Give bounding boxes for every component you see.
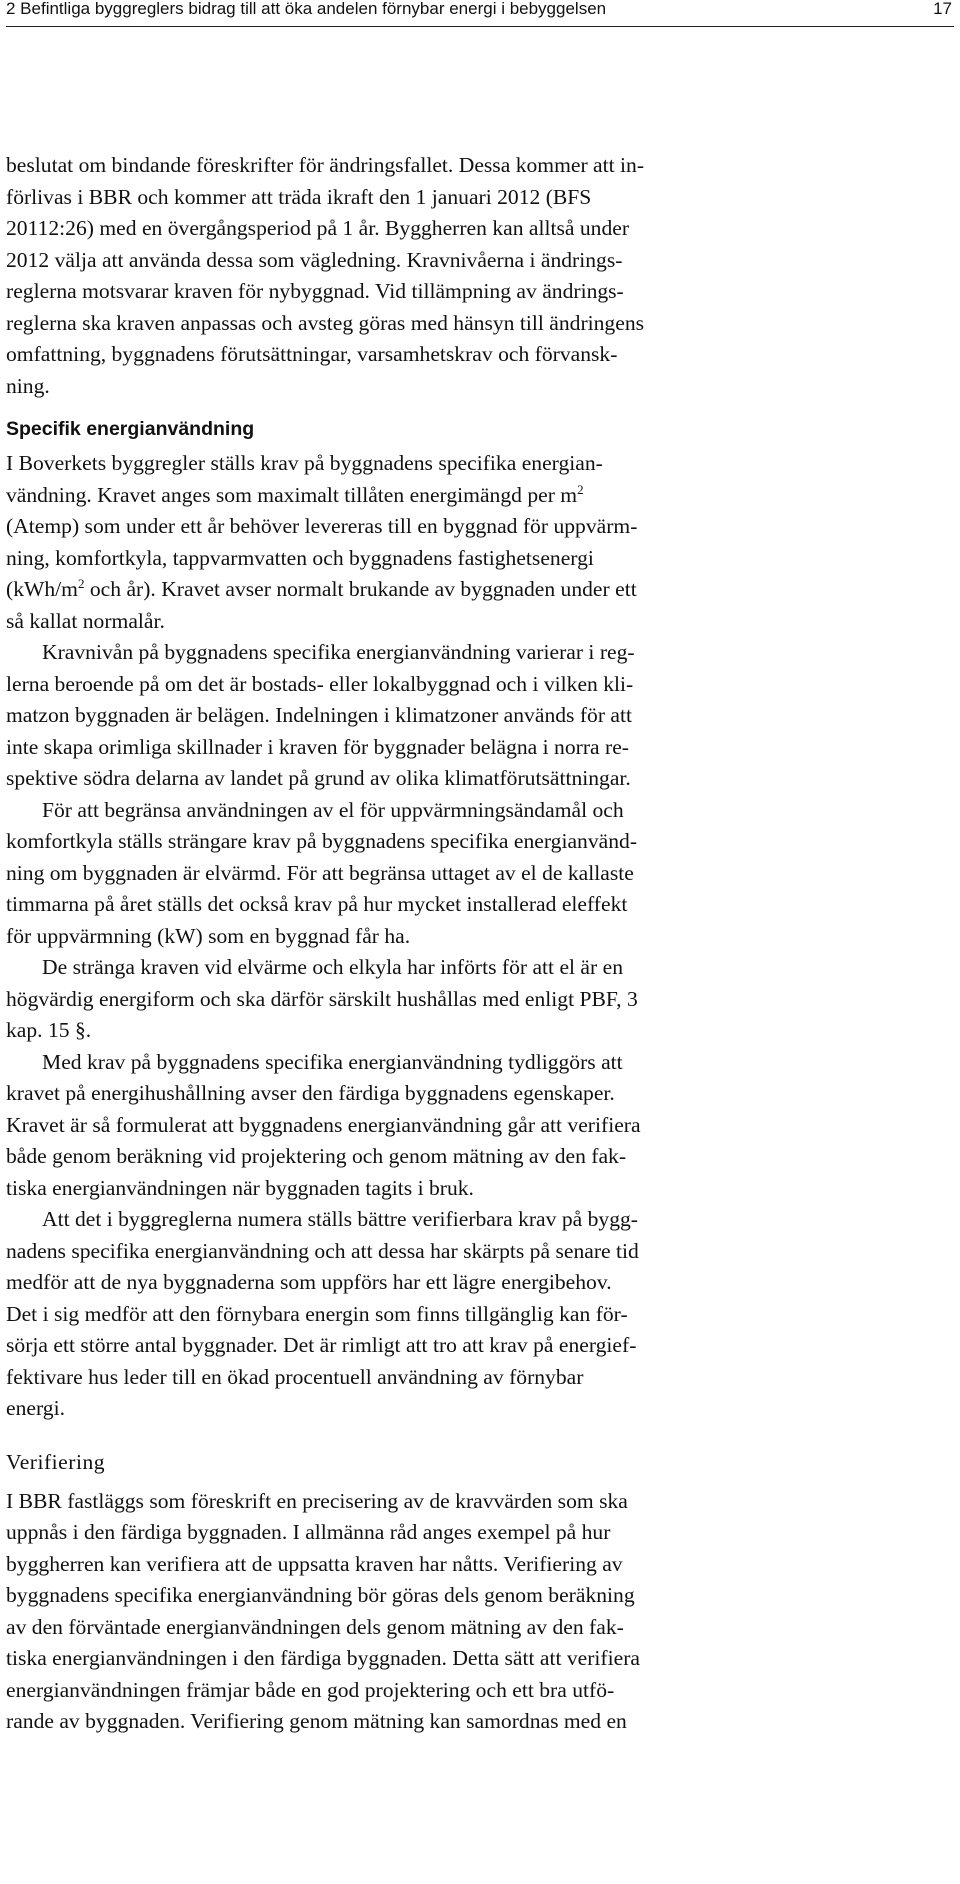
text-line: omfattning, byggnadens förutsättningar, varsamhetskrav och förvansk- <box>6 342 618 366</box>
text-line: nadens specifika energianvändning och att dessa har skärpts på senare tid <box>6 1238 639 1263</box>
text-line: (Atemp) som under ett år behöver levereras till en byggnad för uppvärm- <box>6 514 638 538</box>
text-line: ning. <box>6 373 50 398</box>
text-line: timmarna på året ställs det också krav på hur mycket installerad eleffekt <box>6 892 628 916</box>
text-line: uppnås i den färdiga byggnaden. I allmänna råd anges exempel på hur <box>6 1520 611 1544</box>
text-line: lerna beroende på om det är bostads- eller lokalbyggnad och i vilken kli- <box>6 671 634 696</box>
text-line: energi. <box>6 1396 65 1420</box>
paragraph <box>6 952 878 1047</box>
text-line: Att det i byggreglerna numera ställs bättre verifierbara krav på bygg- <box>42 1207 638 1231</box>
paragraph <box>6 1486 878 1738</box>
header-title: 2 Befintliga byggreglers bidrag till att öka andelen förnybar energi i bebyggelsen <box>6 0 607 18</box>
text-line: förlivas i BBR och kommer att träda ikraft den 1 januari 2012 (BFS <box>6 184 592 209</box>
text-line: I BBR fastläggs som föreskrift en precisering av de kravvärden som ska <box>6 1488 628 1513</box>
superscript: 2 <box>77 575 85 591</box>
text-line: energianvändningen främjar både en god projektering och ett bra utfö- <box>6 1677 615 1702</box>
text-line: matzon byggnaden är belägen. Indelningen i klimatzoner används för att <box>6 703 632 727</box>
page-number: 17 <box>933 0 952 18</box>
text-span: vändning. Kravet anges som maximalt tillåten energimängd per m <box>6 482 578 507</box>
intro-paragraph <box>6 150 878 402</box>
paragraph <box>6 1047 878 1205</box>
text-line: byggnadens specifika energianvändning bör göras dels genom beräkning <box>6 1583 635 1607</box>
text-line: medför att de nya byggnaderna som uppförs har ett lägre energibehov. <box>6 1270 612 1294</box>
text-line: sörja ett större antal byggnader. Det är rimligt att tro att krav på energief- <box>6 1333 637 1357</box>
text-line <box>6 480 878 512</box>
text-line: kravet på energihushållning avser den färdiga byggnadens egenskaper. <box>6 1081 615 1105</box>
text-line: 20112:26) med en övergångsperiod på 1 år. Byggherren kan alltså under <box>6 216 630 240</box>
text-line: Det i sig medför att den förnybara energin som finns tillgänglig kan för- <box>6 1301 628 1326</box>
text-line: ning om byggnaden är elvärmd. För att begränsa uttaget av el de kallaste <box>6 860 634 885</box>
text-line: Kravnivån på byggnadens specifika energianvändning varierar i reg- <box>42 640 635 664</box>
text-line: 2012 välja att använda dessa som vägledning. Kravnivåerna i ändrings- <box>6 247 623 272</box>
text-line: reglerna motsvarar kraven för nybyggnad. Vid tillämpning av ändrings- <box>6 279 624 303</box>
text-span: (kWh/m <box>6 577 78 601</box>
paragraph <box>6 1204 878 1425</box>
text-line: inte skapa orimliga skillnader i kraven för byggnader belägna i norra re- <box>6 734 629 759</box>
running-header <box>6 0 954 27</box>
text-line: I Boverkets byggregler ställs krav på byggnadens specifika energian- <box>6 451 603 475</box>
text-line: komfortkyla ställs strängare krav på byggnadens specifika energianvänd- <box>6 829 638 853</box>
text-line: fektivare hus leder till en ökad procentuell användning av förnybar <box>6 1364 584 1389</box>
text-line: byggherren kan verifiera att de uppsatta kraven har nåtts. Verifiering av <box>6 1551 623 1576</box>
text-line: reglerna ska kraven anpassas och avsteg göras med hänsyn till ändringens <box>6 310 645 335</box>
superscript: 2 <box>577 481 584 497</box>
text-line: kap. 15 §. <box>6 1018 92 1042</box>
text-line: Kravet är så formulerat att byggnadens energianvändning går att verifiera <box>6 1112 641 1137</box>
text-line: för uppvärmning (kW) som en byggnad får ha. <box>6 923 411 948</box>
text-line: rande av byggnaden. Verifiering genom mätning kan samordnas med en <box>6 1709 627 1733</box>
text-line: För att begränsa användningen av el för uppvärmningsändamål och <box>42 797 624 822</box>
text-span: och år). Kravet avser normalt brukande av byggnaden under ett <box>84 577 637 601</box>
text-line: tiska energianvändningen i den färdiga byggnaden. Detta sätt att verifiera <box>6 1646 640 1670</box>
paragraph <box>6 448 878 637</box>
text-line <box>6 574 878 606</box>
text-line: av den förväntade energianvändningen dels genom mätning av den fak- <box>6 1614 624 1639</box>
paragraph <box>6 637 878 795</box>
text-line: tiska energianvändningen när byggnaden tagits i bruk. <box>6 1175 474 1200</box>
text-line: beslutat om bindande föreskrifter för ändringsfallet. Dessa kommer att in- <box>6 153 645 177</box>
paragraph <box>6 795 878 953</box>
text-line: så kallat normalår. <box>6 608 165 633</box>
text-line: ning, komfortkyla, tappvarmvatten och byggnadens fastighetsenergi <box>6 545 594 570</box>
body-text <box>6 150 878 1738</box>
section-heading-specifik-energianvandning: Specifik energianvändning <box>6 418 255 440</box>
text-line: högvärdig energiform och ska därför särskilt hushållas med enligt PBF, 3 <box>6 986 638 1011</box>
text-line: spektive södra delarna av landet på grund av olika klimatförutsättningar. <box>6 766 631 790</box>
text-line: både genom beräkning vid projektering och genom mätning av den fak- <box>6 1144 627 1168</box>
text-line: Med krav på byggnadens specifika energianvändning tydliggörs att <box>42 1049 623 1074</box>
text-line: De stränga kraven vid elvärme och elkyla har införts för att el är en <box>42 955 623 979</box>
section-heading-verifiering: Verifiering <box>6 1449 106 1474</box>
